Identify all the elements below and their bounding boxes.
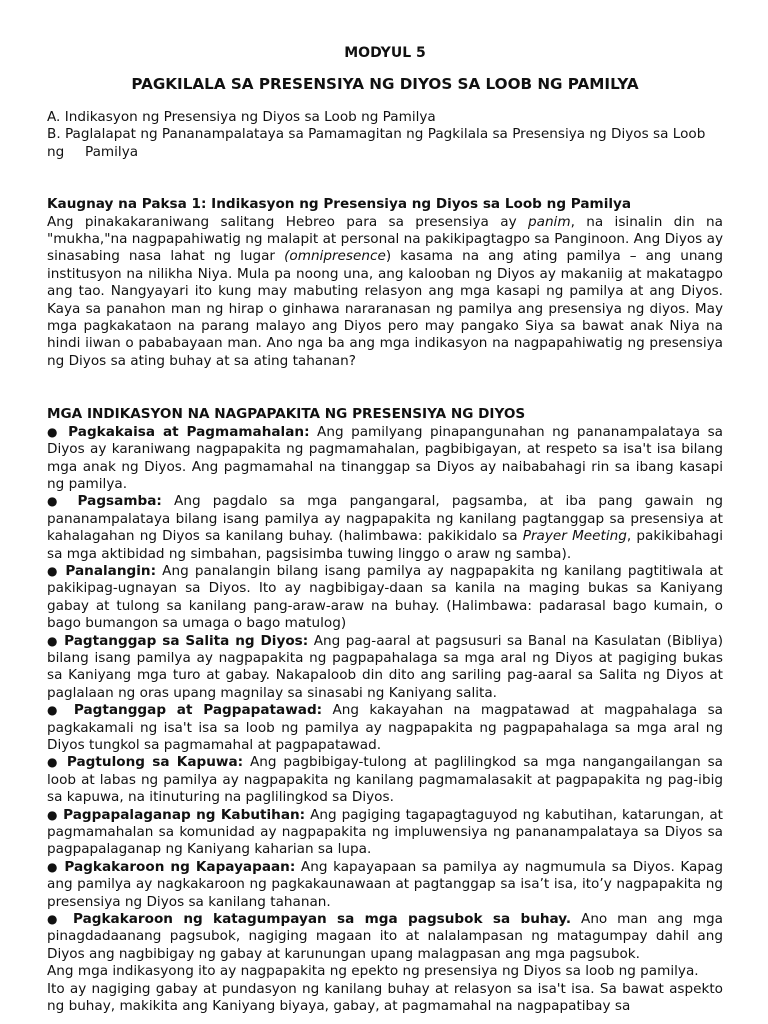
topic-italic-omnipresence: (omnipresence (284, 248, 386, 265)
indicators-heading: MGA INDIKASYON NA NAGPAPAKITA NG PRESENSIYA NG DIYOS (47, 406, 526, 423)
spacer (47, 370, 723, 406)
outline-item-a: A. Indikasyon ng Presensiya ng Diyos sa Loob ng Pamilya (47, 109, 436, 125)
indicator-term: Pagtulong sa Kapuwa: (66, 754, 244, 771)
bullet-icon: ● (47, 859, 59, 874)
topic-text-b: , na isinalin din na "mukha,"na nagpapahiwatig ng malapit at personal na pakikipagtagpo sa Panginoon. Ang Diyos ay sinasabing nasa lahat ng lugar (47, 213, 723, 265)
indicator-item (47, 807, 723, 859)
indicator-item (47, 859, 723, 911)
module-label: MODYUL 5 (344, 45, 426, 61)
indicator-term: Pagpapalaganap ng Kabutihan: (63, 806, 306, 823)
topic-italic-panim: panim (527, 213, 571, 230)
closing-line: Ang mga indikasyong ito ay nagpapakita ng epekto ng presensiya ng Diyos sa loob ng pamilya. (47, 963, 699, 980)
indicator-item (47, 911, 723, 963)
indicator-item (47, 563, 723, 633)
indicator-term: Pagtanggap sa Salita ng Diyos: (64, 632, 309, 649)
indicator-text: Ang pag-aaral at pagsusuri sa Banal na Kasulatan (Bibliya) bilang isang pamilya ay nagpapakita ng pagpapahalaga sa mga aral ng Diyos at pagiging bukas sa Kaniyang mga turo at gabay. Nakapaloob din dito ang sariling pag-aaral sa Salita ng Diyos at paglalaan ng oras upang magnilay sa sinasabi ng Kaniyang salita. (47, 632, 723, 701)
document-page (47, 44, 723, 1016)
indicator-term: Pagtanggap at Pagpapatawad: (73, 702, 323, 719)
bullet-icon: ● (47, 912, 64, 927)
closing-paragraph: Ito ay nagiging gabay at pundasyon ng kanilang buhay at relasyon sa isa't isa. Sa bawat aspekto ng buhay, makikita ang Kaniyang biyaya, gabay, at pagmamahal na nagpapatibay sa (47, 980, 723, 1015)
indicator-text: Ang pagbibigay-tulong at paglilingkod sa mga nangangailangan sa loob at labas ng pamilya ay nagpapakita ng kanilang pagmamalasakit at pagpapakita ng pag-ibig sa kapuwa, na itinuturing na paglilingkod sa Diyos. (47, 754, 723, 806)
indicator-item (47, 424, 723, 494)
topic-paragraph (47, 214, 723, 371)
indicator-term: Panalangin: (65, 562, 157, 579)
bullet-icon: ● (47, 633, 59, 648)
outline-item-b-rest: Pamilya (85, 143, 139, 160)
bullet-icon: ● (47, 424, 61, 439)
outline-item-b-line1: B. Paglalapat ng Pananampalataya sa Pamamagitan ng Pagkilala sa Presensiya ng Diyos sa Loob (47, 126, 706, 143)
topic-text-c: ) kasama na ang ating pamilya – ang unang institusyon na nilikha Niya. Mula pa noong una, ang kalooban ng Diyos ay makaniig at makatagpo ang tao. Nangyayari ito kung may mabuting relasyon ang mga kasapi ng pamilya at ang Diyos. Kaya sa panahon man ng hirap o ginhawa nararanasan ng pamilya ang presensiya ng diyos. May mga pagkakataon na parang malayo ang Diyos pero may pangako Siya sa bawat anak Niya na hindi iiwan o pababayaan man. Ano nga ba ang mga indikasyon na nagpapahiwatig ng presensiya ng Diyos sa ating buhay at sa ating tahanan? (47, 248, 724, 369)
indicator-term: Pagkakaisa at Pagmamahalan: (68, 423, 310, 440)
bullet-icon: ● (47, 494, 66, 509)
indicator-text: Ano man ang mga pinagdadaanang pagsubok, nagiging magaan ito at nalalampasan ng matagumpay dahil ang Diyos ang nagbibigay ng gabay at karunungan upang malagpasan ang mga pagsubok. (47, 911, 723, 962)
indicator-item (47, 633, 723, 703)
indicator-text-end: , pakikibahagi sa mga aktibidad ng simbahan, pagsisimba tuwing linggo o araw ng samba). (47, 528, 723, 562)
bullet-icon: ● (47, 703, 64, 718)
indicator-italic: Prayer Meeting (522, 528, 627, 545)
indicator-term: Pagsamba: (77, 493, 162, 510)
topic-heading: Kaugnay na Paksa 1: Indikasyon ng Presensiya ng Diyos sa Loob ng Pamilya (47, 196, 632, 213)
indicator-item (47, 702, 723, 754)
indicator-text: Ang kakayahan na magpatawad at magpahalaga sa pagkakamali ng isa't isa sa loob ng pamilya ay nagpapakita ng pagpapahalaga sa mga aral ng Diyos tungkol sa pagmamahal at pagpapatawad. (47, 702, 723, 753)
indicator-text: Ang pagdalo sa mga pangangaral, pagsamba, at iba pang gawain ng pananampalataya bilang isang pamilya ay nagpapakita ng kanilang pagtanggap sa presensiya at kahalagahan ng Diyos sa kanilang buhay. (halimbawa: pakikidalo sa (47, 493, 723, 545)
indicator-text: Ang pamilyang pinapangunahan ng pananampalataya sa Diyos ay karaniwang nagpapakita ng pagmamahalan, pagbibigayan, at respeto sa isa't isa bilang mga anak ng Diyos. Ang pagmamahal na tinanggap sa Diyos ay naibabahagi rin sa ibang kasapi ng pamilya. (47, 423, 723, 492)
indicator-term: Pagkakaroon ng katagumpayan sa mga pagsubok sa buhay. (73, 911, 572, 928)
indicator-item (47, 493, 723, 563)
indicator-term: Pagkakaroon ng Kapayapaan: (64, 858, 296, 875)
indicator-text: Ang kapayapaan sa pamilya ay nagmumula sa Diyos. Kapag ang pamilya ay nagkakaroon ng pagkakaunawaan at pagtanggap sa isa’t isa, ito’y nagpapakita ng presensiya ng Diyos sa kanilang tahanan. (47, 858, 723, 910)
spacer (47, 161, 723, 196)
indicator-text: Ang pagiging tagapagtaguyod ng kabutihan, katarungan, at pagmamahalan sa komunidad ay nagpapakita ng impluwensiya ng pananampalataya sa Diyos sa pagpapalaganap ng Kaniyang kaharian sa lupa. (47, 806, 723, 858)
topic-text-a: Ang pinakakaraniwang salitang Hebreo para sa presensiya ay (47, 213, 528, 230)
bullet-icon: ● (47, 807, 59, 822)
bullet-icon: ● (47, 563, 60, 578)
indicator-text: Ang panalangin bilang isang pamilya ay nagpapakita ng kanilang pagtitiwala at pakikipag-ugnayan sa Diyos. Ito ay nagbibigay-daan sa kanila na maging bukas sa Kaniyang gabay at tulong sa kanilang pang-araw-araw na buhay. (Halimbawa: padarasal bago kumain, o bago bumangon sa umaga o bago matulog) (47, 562, 723, 632)
outline-item-b (47, 126, 723, 161)
document-title: PAGKILALA SA PRESENSIYA NG DIYOS SA LOOB NG PAMILYA (131, 75, 639, 93)
indicator-item (47, 754, 723, 806)
bullet-icon: ● (47, 755, 61, 770)
outline-item-b-lead: ng (47, 143, 65, 160)
